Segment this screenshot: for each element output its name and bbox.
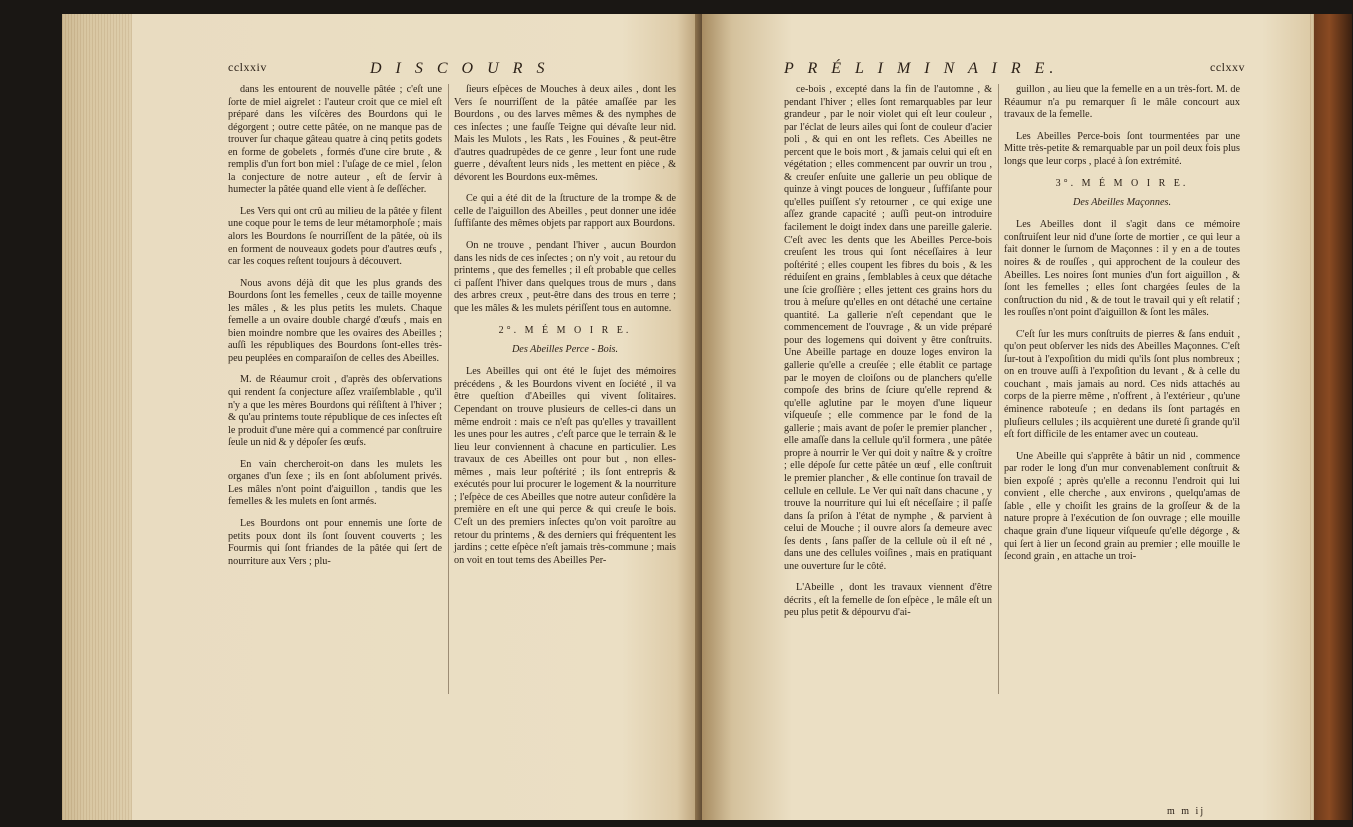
right-column-2 (1004, 84, 1240, 573)
column-rule (998, 84, 999, 694)
left-column-1 (228, 84, 442, 577)
paragraph: On ne trouve , pendant l'hiver , aucun Bourdon dans les nids de ces inſectes ; on n'y voit , au retour du printems , que des femelles ; il eſt probable que celles ci paſſent l'hiver dans quelques trous de murs , dans des arbres creux , peut-être dans des trous en terre ; que les mâles & les mulets périſſent tous en automne. (454, 240, 676, 314)
column-rule (448, 84, 449, 694)
paragraph: Ce qui a été dit de la ſtructure de la trompe & de celle de l'aiguillon des Abeilles , peut donner une idée ſuffiſante des mêmes objets par rapport aux Bourdons. (454, 193, 676, 230)
section-subtitle: Des Abeilles Maçonnes. (1073, 196, 1171, 208)
section-heading: 2°. M É M O I R E. (498, 325, 632, 337)
left-column-2 (454, 84, 676, 576)
paragraph: Les Vers qui ont crû au milieu de la pâtée y filent une coque pour le tems de leur métamorphoſe ; mais alors les Bourdons ſe nourriſſent de la pâtée, où ils en forment de nouveaux godets pour d'autres œufs , car les coques reſtent toujours à découvert. (228, 205, 442, 268)
paragraph: Les Abeilles Perce-bois ſont tourmentées par une Mitte très-petite & remarquable par un poil deux fois plus longs que leur corps , placé à ſon extrémité. (1004, 130, 1240, 167)
running-title-right: P R É L I M I N A I R E. (784, 60, 1059, 77)
paragraph: Nous avons déjà dit que les plus grands des Bourdons ſont les femelles , ceux de taille moyenne les mâles , & les plus petits les mulets. Chaque femelle a un ovaire double chargé d'œufs , mais en bien moindre nombre que les ovaires des Abeilles ; auſſi les républiques des Bourdons ſont-elles très-peu peuplées en comparaiſon de celles des Abeilles. (228, 277, 442, 364)
left-page (62, 14, 702, 820)
right-page (702, 14, 1344, 820)
paragraph: L'Abeille , dont les travaux viennent d'être décrits , eſt la femelle de ſon eſpèce , le mâle eſt un peu plus petit & dépourvu d'ai- (784, 582, 992, 619)
book-cover-edge (1314, 14, 1352, 820)
signature-mark: m m ij (1167, 806, 1206, 817)
page-edge-left (62, 14, 132, 820)
page-number-right: cclxxv (1210, 60, 1245, 74)
paragraph: C'eſt ſur les murs conſtruits de pierres & ſans enduit , qu'on peut obſerver les nids des Abeilles Maçonnes. C'eſt ſur-tout à l'expoſition du midi qu'ils ſont plus nombreux ; on en trouve auſſi à l'expoſition du levant , & à celle du couchant , mais jamais au nord. Ces nids attachés au corps de la pierre même , n'offrent , à l'extérieur , qu'une éminence raboteuſe ; en dedans ils ſont partagés en pluſieurs cellules ; ils acquièrent une dureté ſi grande qu'il eſt fort difficile de les entamer avec un couteau. (1004, 328, 1240, 441)
paragraph: M. de Réaumur croit , d'après des obſervations qui rendent ſa conjecture aſſez vraiſemblable , qu'il n'y a que les mères Bourdons qui réſiſtent à l'hiver ; & qu'au printems toute république de ces inſectes eſt le produit d'une mère qui a commencé par conſtruire ſeule un nid & y dépoſer ſes œufs. (228, 374, 442, 449)
section-subtitle: Des Abeilles Perce - Bois. (511, 343, 619, 355)
paragraph: Les Bourdons ont pour ennemis une ſorte de petits poux dont ils ſont ſouvent couverts ; les Fourmis qui ſont friandes de la pâtée qui ſert de nourriture aux Vers ; plu- (228, 517, 442, 567)
page-number-left: cclxxiv (228, 60, 267, 74)
right-column-1 (784, 84, 992, 629)
paragraph: En vain chercheroit-on dans les mulets les organes d'un ſexe ; ils en ſont abſolument privés. Les mâles n'ont point d'aiguillon , tandis que les femelles & les mulets en ſont armés. (228, 458, 442, 508)
paragraph: Une Abeille qui s'apprête à bâtir un nid , commence par roder le long d'un mur convenablement conſtruit & bien expoſé ; après qu'elle a reconnu l'endroit qui lui convient , elle cherche , aux environs , quelqu'amas de ſable , elle y choiſit les grains de la groſſeur & de la nature propre à l'exécution de ſon ouvrage ; elle mouille chaque grain d'une liqueur viſqueuſe qu'elle dégorge , & qui ſert à lier un ſecond grain au premier ; elle mouille le ſecond grain , en attache un troi- (1004, 450, 1240, 563)
open-book (62, 14, 1352, 820)
paragraph: guillon , au lieu que la femelle en a un très-fort. M. de Réaumur n'a pu remarquer ſi le mâle concourt aux travaux de la femelle. (1004, 84, 1240, 121)
running-title-left: D I S C O U R S (370, 60, 550, 77)
paragraph: ſieurs eſpèces de Mouches à deux ailes , dont les Vers ſe nourriſſent de la pâtée amaſſée par les Bourdons , ou des larves mêmes & des nymphes de ces inſectes ; une fauſſe Teigne qui dévaſte leur nid. Mais les Mulots , les Rats , les Fouines , & peut-être d'autres quadrupèdes de ce genre , leur font une rude guerre , dévaſtent leurs nids , les mettent en pièce , & dévorent les Bourdons eux-mêmes. (454, 84, 676, 183)
paragraph: Les Abeilles dont il s'agit dans ce mémoire conſtruiſent leur nid d'une ſorte de mortier , ce qui leur a fait donner le ſurnom de Maçonnes : il y en a de toutes noires & de rouſſes , qui approchent de la couleur des Abeilles. Les noires ſont munies d'un fort aiguillon , & ſont les femelles ; elles ſont chargées ſeules de la conſtruction du nid , & de tout le travail qui y eſt relatif ; les rouſſes n'ont point d'aiguillon & ſont les mâles. (1004, 219, 1240, 319)
paragraph: dans les entourent de nouvelle pâtée ; c'eſt une ſorte de miel aigrelet : l'auteur croit que ce miel eſt préparé dans les viſcères des Bourdons qui le dégorgent ; outre cette pâtée, on ne manque pas de trouver ſur chaque gâteau quatre à cinq petits godets en forme de gobelets , formés d'une cire brute , & remplis d'un fort bon miel : l'uſage de ce miel , ſelon la conjecture de notre auteur , eſt de ſervir à humecter la pâtée quand elle vient à ſe deſſécher. (228, 84, 442, 196)
paragraph: Les Abeilles qui ont été le ſujet des mémoires précédens , & les Bourdons vivent en ſociété , il va être queſtion d'Abeilles qui vivent ſolitaires. Cependant on trouve plusieurs de celles-ci dans un même endroit : mais ce n'eſt pas qu'elles y travaillent les unes pour les autres , c'eſt parce que le terrain & le lieu leur conviennent à chacune en particulier. Les travaux de ces Abeilles ont pour but , non elles-mêmes , mais leur poſtérité ; ils ſont entrepris & exécutés pour lui procurer le logement & la nourriture ; l'eſpèce de ces Abeilles que notre auteur conſidère la première en eſt une qui perce & qui creuſe le bois. C'eſt un des premiers inſectes qu'on voit paroître au retour du printems , & des derniers qui fréquentent les jardins ; cette eſpèce n'eſt jamais très-commune ; mais on voit en tout tems des Abeilles Per- (454, 366, 676, 566)
section-heading: 3°. M É M O I R E. (1055, 178, 1189, 190)
paragraph: ce-bois , excepté dans la fin de l'automne , & pendant l'hiver ; elles ſont remarquables par leur grandeur , par le noir violet qui eſt leur couleur , par l'éclat de leurs ailes qui ſont de couleur d'acier poli , & qui en ont les reflets. Ces Abeilles ne percent que le bois mort , & jamais celui qui eſt en végétation ; elles commencent par ouvrir un trou , & creuſer enſuite une gallerie un peu oblique de quinze à vingt pouces de longueur , ſuffiſante pour qu'elles puiſſent s'y retourner , ce qui exige une aſſez grande capacité ; auſſi peut-on introduire facilement le doigt index dans une pareille galerie. C'eſt avec les dents que les Abeilles Perce-bois creuſent les trous qui ſont néceſſaires à leur poſtérité ; elles coupent les fibres du bois , & les réduiſent en grains , ſemblables à ceux que détache une ſcie groſſière ; elles jettent ces grains hors du trou à meſure qu'elles en ont détaché une certaine quantité. La gallerie n'eſt cependant que le commencement de l'ouvrage , & un vide préparé pour des logemens qui doivent y être conſtruits. Une Abeille partage en douze loges environ la gallerie qu'elle a creuſée ; elle établit ce partage par le moyen de cloiſons ou de planchers qu'elle compoſe des brins de ſciure qu'elle reprend & qu'elle aglutine par le moyen d'une liqueur viſqueuſe ; elle commence par le fond de la gallerie ; mais avant de poſer le premier plancher , elle amaſſe dans la cellule qu'il formera , une pâtée propre à nourrir le Ver qui doit y naître & y croître ; elle dépoſe ſur cette pâtée un œuf , elle conſtruit le premier plancher , & elle continue ſon travail de cellule en cellule. Le Ver qui naît dans chacune , y trouve la nourriture qui lui eſt néceſſaire ; il paſſe dans ſa priſon à l'état de nymphe , & parvient à celui de Mouche ; il ouvre alors ſa demeure avec ſes dents , ſans paſſer de la cellule où il eſt né , dans une des cellules voiſines , mais en pratiquant une ouverture ſur le côté. (784, 84, 992, 572)
